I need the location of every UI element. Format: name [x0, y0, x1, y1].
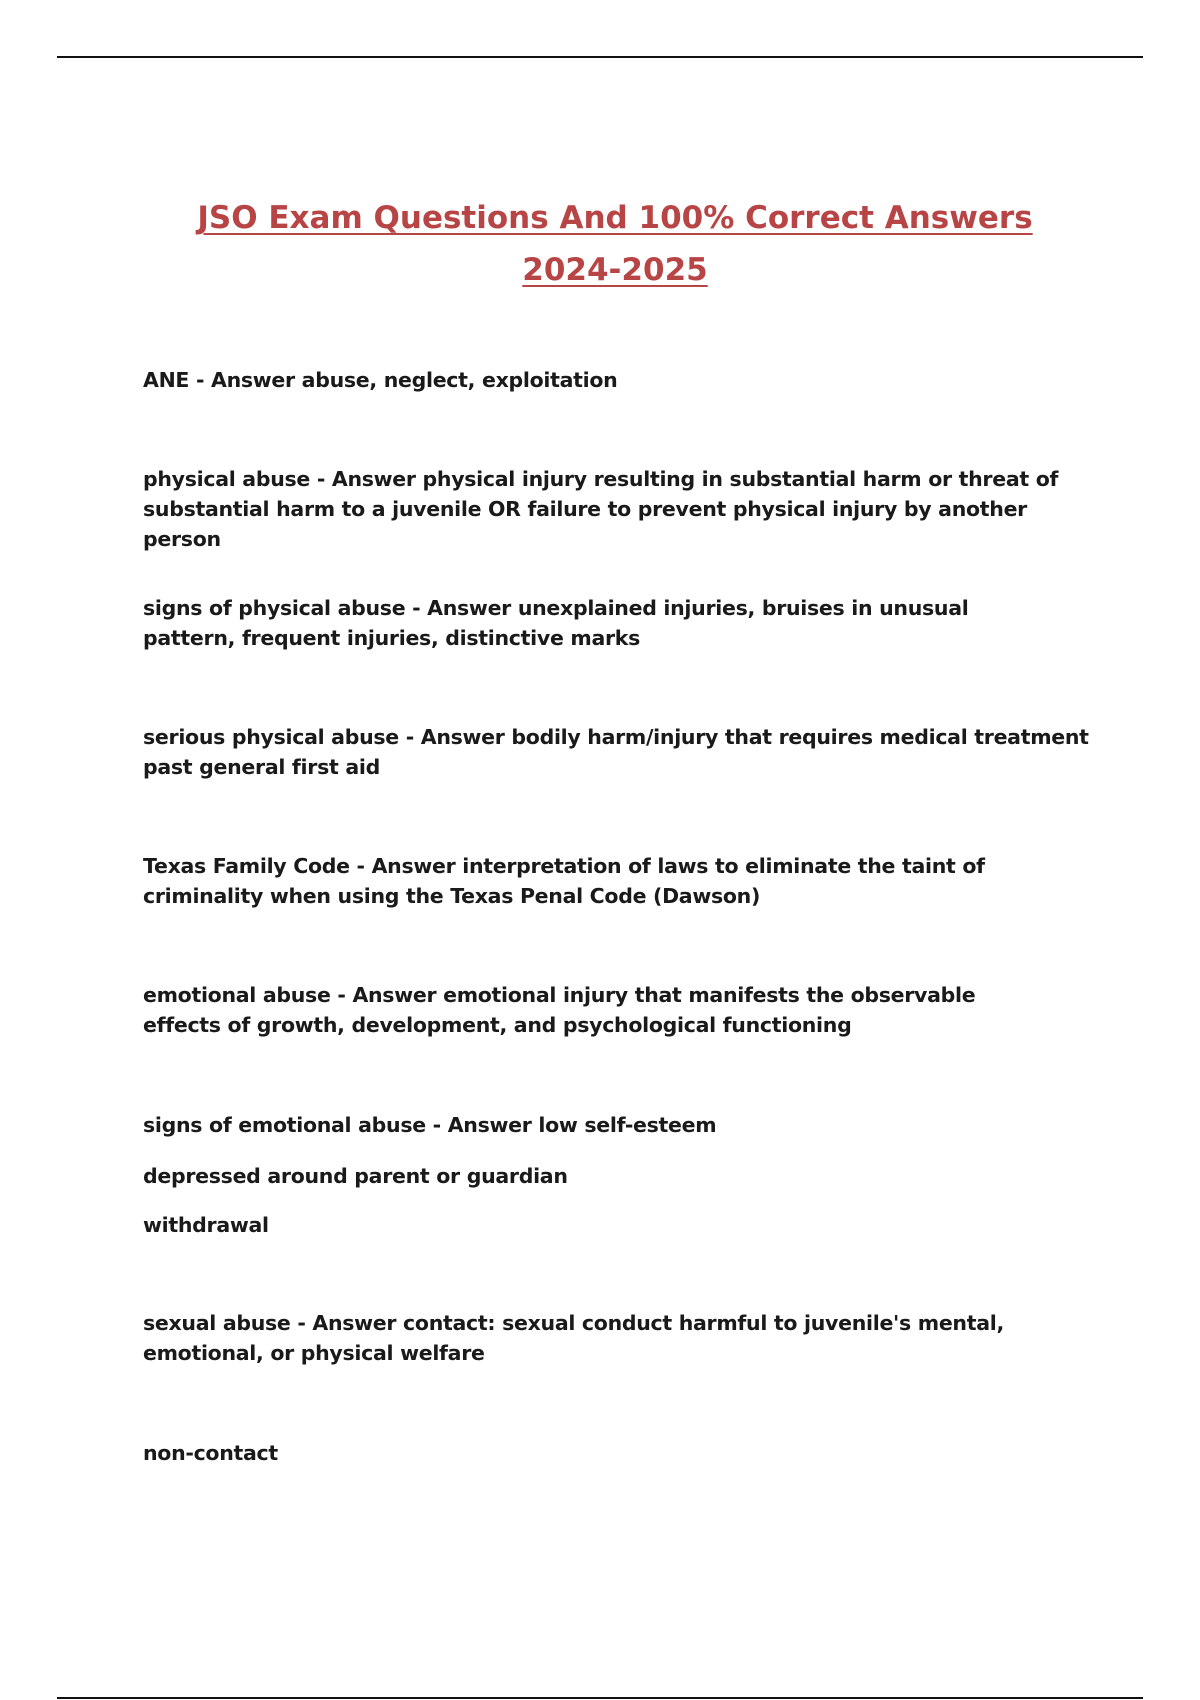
qa-entry-sexual-abuse: sexual abuse - Answer contact: sexual conduct harmful to juvenile's mental, emotional, or physical welfare	[143, 1311, 1004, 1365]
qa-entry-continuation-withdrawal: withdrawal	[143, 1213, 269, 1237]
qa-entry-signs-emotional-abuse: signs of emotional abuse - Answer low self-esteem	[143, 1113, 717, 1137]
qa-entry-texas-family-code: Texas Family Code - Answer interpretation of laws to eliminate the taint of criminality when using the Texas Penal Code (Dawson)	[143, 854, 985, 908]
qa-entry-ane: ANE - Answer abuse, neglect, exploitation	[143, 368, 618, 392]
title-line-1: JSO Exam Questions And 100% Correct Answers	[197, 200, 1033, 236]
top-rule	[57, 56, 1143, 58]
qa-entry-signs-physical-abuse: signs of physical abuse - Answer unexplained injuries, bruises in unusual pattern, frequent injuries, distinctive marks	[143, 596, 969, 650]
bottom-rule	[57, 1697, 1143, 1699]
qa-entry-non-contact: non-contact	[143, 1441, 278, 1465]
qa-entry-continuation-depressed: depressed around parent or guardian	[143, 1164, 568, 1188]
qa-entry-emotional-abuse: emotional abuse - Answer emotional injury that manifests the observable effects of growth, development, and psychological functioning	[143, 983, 976, 1037]
qa-entry-serious-physical-abuse: serious physical abuse - Answer bodily harm/injury that requires medical treatment past general first aid	[143, 725, 1089, 779]
title-line-2: 2024-2025	[522, 252, 708, 288]
document-title	[0, 192, 1200, 296]
qa-entry-physical-abuse: physical abuse - Answer physical injury resulting in substantial harm or threat of substantial harm to a juvenile OR failure to prevent physical injury by another person	[143, 467, 1059, 551]
